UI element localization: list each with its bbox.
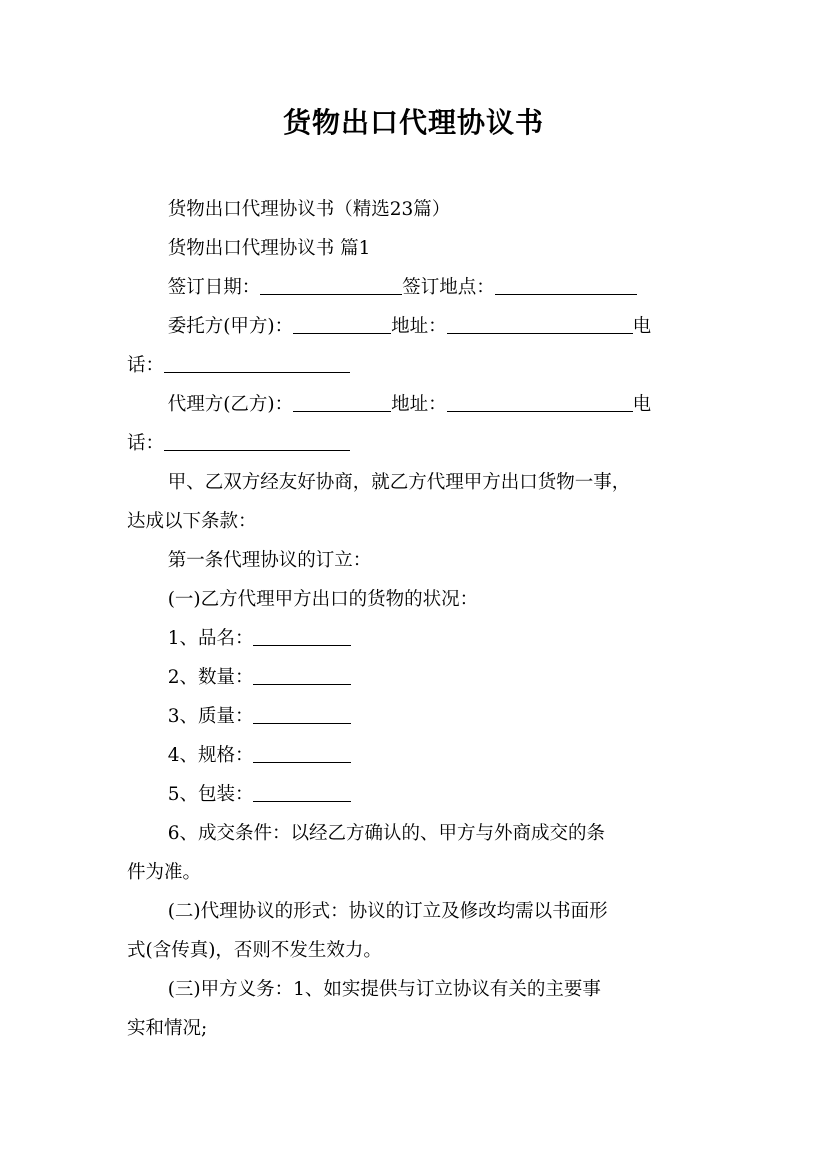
- party-a-tel-blank: [164, 352, 350, 373]
- party-a-label: 委托方(甲方)：: [167, 316, 294, 337]
- item-label: 5、包装：: [167, 784, 254, 805]
- party-b-label: 代理方(乙方)：: [167, 394, 294, 415]
- item-6-line-1: 6、成交条件：以经乙方确认的、甲方与外商成交的条: [167, 823, 605, 844]
- clause-3-line-2: 实和情况;: [127, 1018, 208, 1039]
- party-a-name-blank: [293, 313, 391, 334]
- document-title: 货物出口代理协议书: [282, 106, 544, 139]
- clause-2-line-1: (二)代理协议的形式：协议的订立及修改均需以书面形: [167, 901, 608, 922]
- chapter-heading: 货物出口代理协议书 篇1: [167, 238, 371, 259]
- item-blank: [253, 664, 351, 685]
- item-line: [127, 619, 703, 658]
- party-a-tel-line: [127, 346, 703, 385]
- party-a-address-blank: [447, 313, 633, 334]
- document-subtitle: 货物出口代理协议书（精选23篇）: [167, 199, 451, 220]
- document-body: [127, 190, 703, 1048]
- item-line: [127, 658, 703, 697]
- item-line: [127, 736, 703, 775]
- party-a-line: [127, 307, 703, 346]
- party-b-address-label: 地址：: [391, 394, 447, 415]
- sign-place-blank: [495, 274, 637, 295]
- clause-1-heading: (一)乙方代理甲方出口的货物的状况：: [167, 589, 479, 610]
- item-blank: [253, 703, 351, 724]
- item-label: 2、数量：: [167, 667, 254, 688]
- item-blank: [253, 742, 351, 763]
- party-b-line: [127, 385, 703, 424]
- party-a-tel-label-end: 话：: [127, 355, 165, 376]
- item-blank: [253, 781, 351, 802]
- party-a-tel-label-start: 电: [632, 316, 652, 337]
- intro-paragraph-line-2: 达成以下条款：: [127, 511, 257, 532]
- item-label: 1、品名：: [167, 628, 254, 649]
- item-blank: [253, 625, 351, 646]
- party-a-address-label: 地址：: [391, 316, 447, 337]
- clause-3-line-1: (三)甲方义务：1、如实提供与订立协议有关的主要事: [167, 979, 601, 1000]
- party-b-tel-line: [127, 424, 703, 463]
- item-line: [127, 697, 703, 736]
- sign-date-blank: [260, 274, 402, 295]
- clause-2-line-2: 式(含传真)，否则不发生效力。: [127, 940, 382, 961]
- item-label: 3、质量：: [167, 706, 254, 727]
- item-label: 4、规格：: [167, 745, 254, 766]
- party-b-tel-label-start: 电: [632, 394, 652, 415]
- article-1-heading: 第一条代理协议的订立：: [167, 550, 372, 571]
- party-b-address-blank: [447, 391, 633, 412]
- sign-date-label: 签订日期：: [167, 277, 261, 298]
- party-b-tel-blank: [164, 430, 350, 451]
- sign-info-line: [127, 268, 703, 307]
- party-b-tel-label-end: 话：: [127, 433, 165, 454]
- intro-paragraph-line-1: 甲、乙双方经友好协商，就乙方代理甲方出口货物一事，: [167, 472, 631, 493]
- item-6-line-2: 件为准。: [127, 862, 202, 883]
- item-line: [127, 775, 703, 814]
- sign-place-label: 签订地点：: [402, 277, 495, 298]
- party-b-name-blank: [293, 391, 391, 412]
